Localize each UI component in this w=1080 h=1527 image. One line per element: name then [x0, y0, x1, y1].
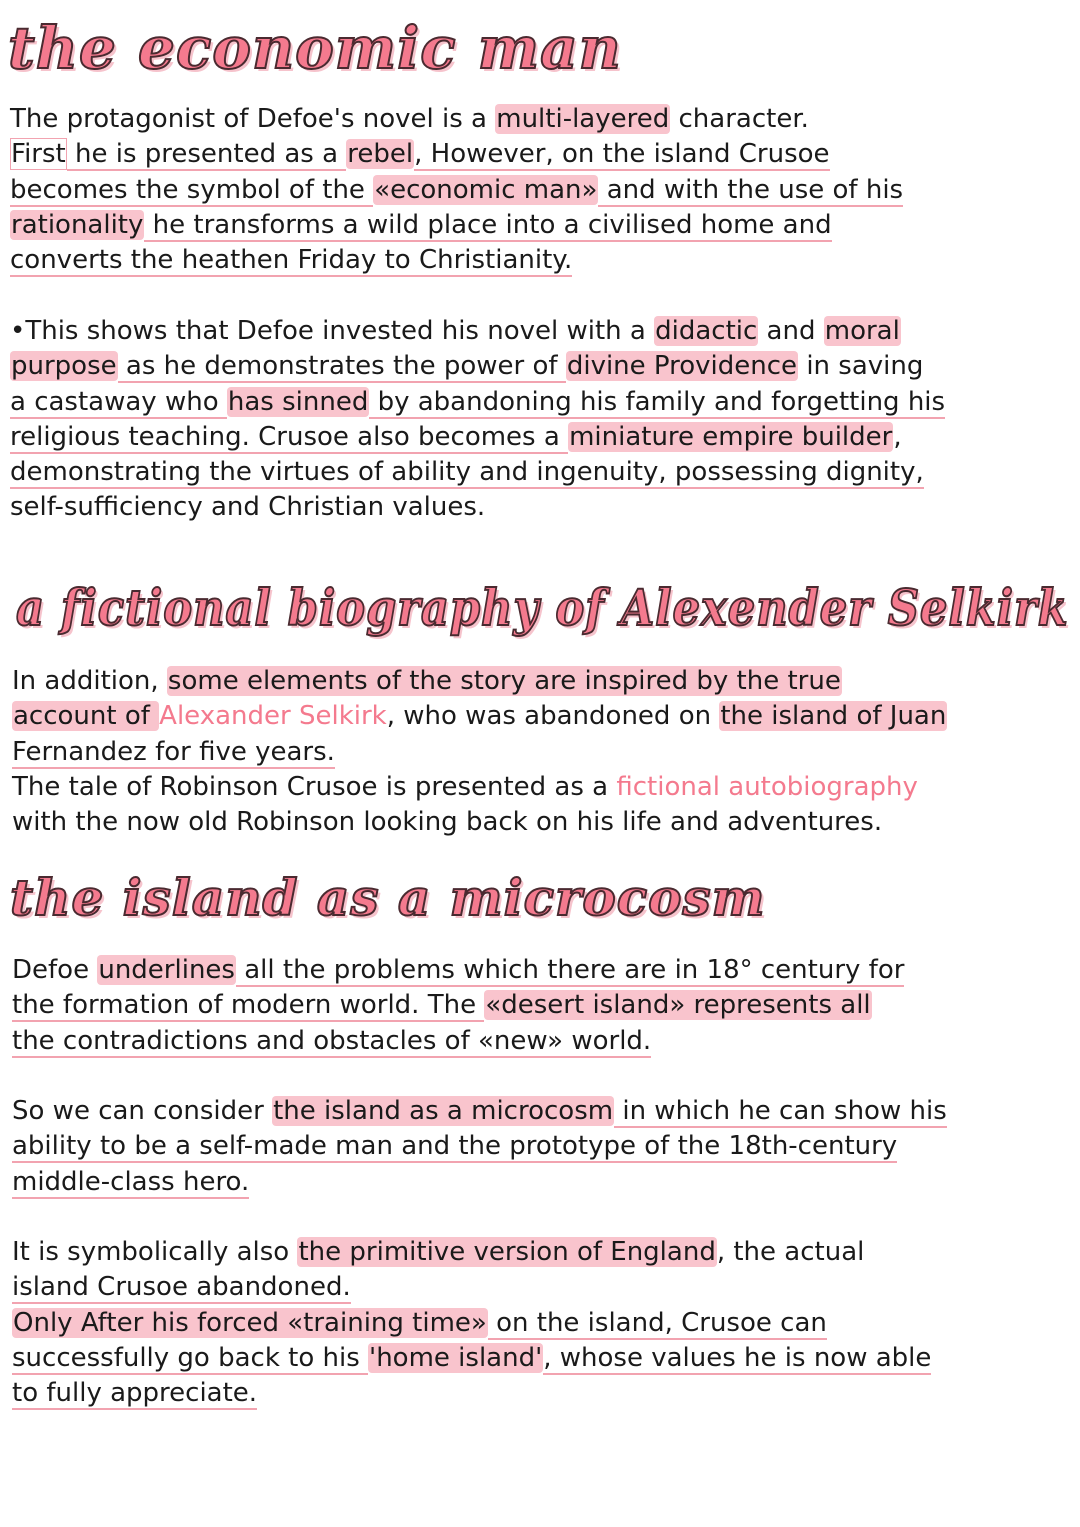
paragraph-protagonist: [10, 102, 903, 278]
text-span: and: [758, 316, 824, 346]
highlight-has-sinned: has sinned: [227, 386, 369, 417]
highlight-moral: moral: [824, 316, 900, 346]
text-line: [12, 770, 947, 805]
text-line: [12, 1094, 947, 1129]
text-span: Fernandez for five years.: [12, 736, 335, 767]
text-span: , who was abandoned on: [386, 701, 720, 732]
text-span: successfully go back to his: [12, 1342, 369, 1373]
text-span: religious teaching. Crusoe also becomes a: [10, 421, 569, 452]
text-span: becomes the symbol of the: [10, 174, 374, 205]
highlight-juan: the island of Juan: [720, 701, 947, 732]
text-span: in which he can show his: [614, 1096, 947, 1126]
text-span: and with the use of his: [598, 174, 904, 205]
highlight-divine-providence: divine Providence: [566, 351, 798, 382]
boxed-first: First: [11, 139, 66, 170]
paragraph-consider: [12, 1094, 947, 1200]
text-span: with the now old Robinson looking back on his life and adventures.: [12, 807, 883, 838]
text-line: [10, 102, 903, 137]
text-line: [10, 243, 903, 278]
section-title-economic-man: the economic man: [8, 14, 622, 82]
text-span: Defoe: [12, 955, 98, 985]
highlight-rationality: rationality: [11, 209, 144, 240]
text-line: [12, 1129, 947, 1164]
text-span: converts the heathen Friday to Christianity.: [10, 245, 573, 276]
text-line: [10, 137, 903, 172]
text-span: It is symbolically also: [12, 1237, 298, 1267]
text-line: [12, 735, 947, 770]
text-span: self-sufficiency and Christian values.: [10, 492, 486, 523]
text-span: , whose values he is now able: [543, 1342, 932, 1373]
text-span: •This shows that Defoe invested his novel with a: [10, 316, 655, 346]
text-span: a castaway who: [10, 386, 227, 417]
text-line: [12, 1270, 931, 1305]
text-line: [12, 1376, 931, 1411]
text-line: [12, 664, 947, 699]
paragraph-underlines: [12, 953, 904, 1059]
text-line: [10, 208, 903, 243]
paragraph-selkirk: [12, 664, 947, 840]
highlight-account-of: account of: [13, 701, 159, 732]
highlight-inspired: some elements of the story are inspired by the true: [167, 666, 841, 696]
highlight-home-island: 'home island': [369, 1342, 543, 1373]
text-line: [12, 1235, 931, 1270]
text-line: [10, 349, 945, 384]
text-line: [12, 1024, 904, 1059]
paragraph-england: [12, 1235, 931, 1411]
text-line: [12, 1341, 931, 1376]
text-span: middle-class hero.: [12, 1166, 250, 1197]
text-span: island Crusoe abandoned.: [12, 1272, 351, 1303]
highlight-purpose: purpose: [11, 351, 117, 382]
highlight-rebel: rebel: [347, 139, 414, 170]
highlight-multi-layered: multi-layered: [496, 104, 670, 134]
text-span: all the problems which there are in 18° century for: [235, 955, 905, 985]
highlight-primitive-england: the primitive version of England: [298, 1237, 716, 1267]
text-line: [10, 385, 945, 420]
text-line: [10, 455, 945, 490]
pink-alexander-selkirk: Alexander Selkirk: [159, 701, 387, 732]
highlight-training-time: Only After his forced «training time»: [13, 1307, 487, 1338]
text-line: [10, 490, 945, 525]
text-span: to fully appreciate.: [12, 1378, 258, 1409]
text-line: [10, 314, 945, 349]
text-line: [12, 988, 904, 1023]
section-title-microcosm: the island as a microcosm: [10, 868, 766, 927]
text-line: [12, 953, 904, 988]
text-line: [12, 1306, 931, 1341]
text-span: the formation of modern world. The: [12, 990, 485, 1021]
text-span: by abandoning his family and forgetting his: [369, 386, 946, 417]
text-span: , the actual: [716, 1237, 865, 1267]
text-line: [10, 420, 945, 455]
text-span: demonstrating the virtues of ability and ingenuity, possessing dignity,: [10, 457, 924, 488]
text-span: as he demonstrates the power of: [117, 351, 566, 382]
text-span: The tale of Robinson Crusoe is presented as a: [12, 771, 617, 802]
text-span: ability to be a self-made man and the prototype of the 18th-century: [12, 1131, 898, 1162]
text-span: he transforms a wild place into a civilised home and: [144, 209, 832, 240]
highlight-desert-island: «desert island» represents all: [485, 990, 871, 1021]
text-span: , However, on the island Crusoe: [414, 139, 830, 170]
highlight-didactic: didactic: [655, 316, 758, 346]
text-span: ,: [893, 421, 902, 452]
highlight-economic-man: «economic man»: [374, 174, 598, 205]
text-span: The protagonist of Defoe's novel is a: [10, 104, 496, 134]
text-span: character.: [670, 104, 809, 134]
text-line: [12, 699, 947, 734]
section-title-selkirk: a fictional biography of Alexender Selkirk: [16, 578, 1069, 637]
pink-fictional-autobiography: fictional autobiography: [616, 771, 918, 802]
highlight-empire-builder: miniature empire builder: [569, 421, 893, 452]
text-line: [12, 1165, 947, 1200]
text-line: [12, 805, 947, 840]
text-span: in saving: [798, 351, 924, 382]
text-span: In addition,: [12, 666, 167, 696]
text-span: the contradictions and obstacles of «new» world.: [12, 1025, 652, 1056]
text-span: So we can consider: [12, 1096, 273, 1126]
paragraph-didactic: [10, 314, 945, 526]
text-span: on the island, Crusoe can: [487, 1307, 827, 1338]
highlight-microcosm: the island as a microcosm: [273, 1096, 614, 1126]
text-span: he is presented as a: [66, 139, 347, 170]
text-line: [10, 173, 903, 208]
highlight-underlines: underlines: [98, 955, 235, 985]
